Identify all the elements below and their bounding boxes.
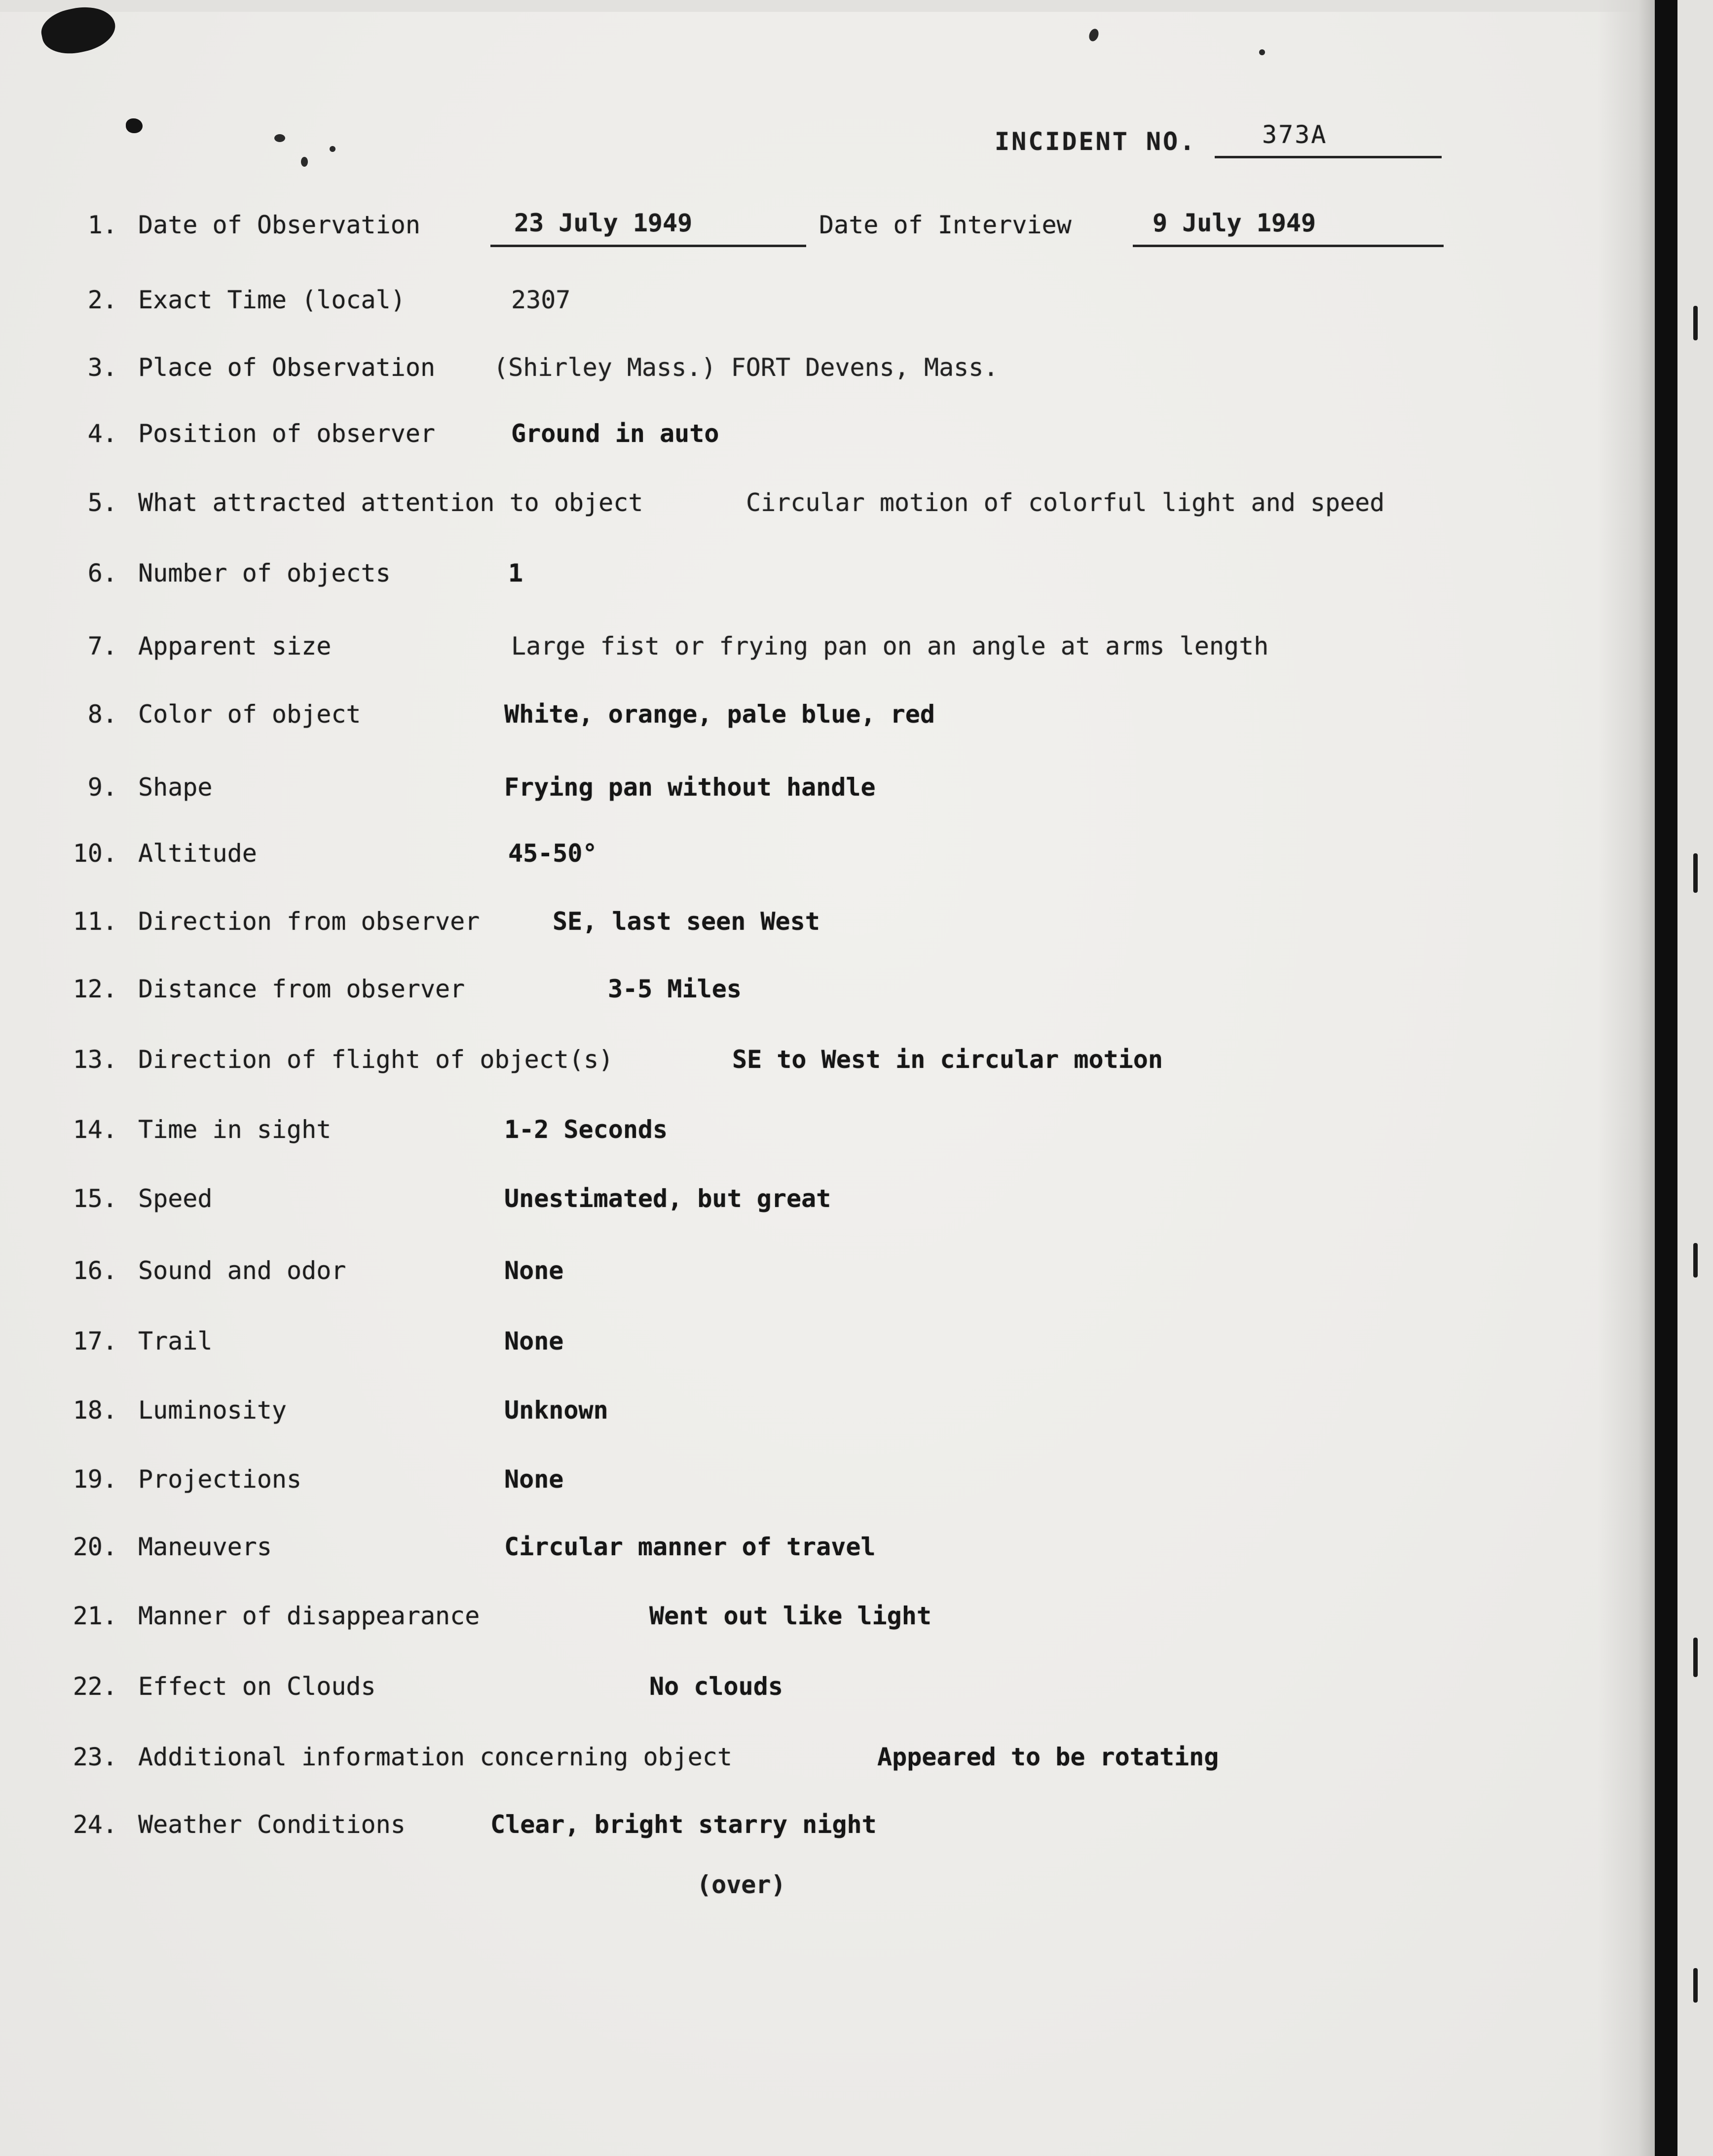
row-label: Manner of disappearance <box>138 1602 480 1630</box>
row-value: Unestimated, but great <box>504 1184 831 1213</box>
scan-black-bar <box>1655 0 1677 2156</box>
form-row <box>0 211 1713 246</box>
row-value: Clear, bright starry night <box>490 1810 877 1839</box>
form-row <box>0 559 1713 594</box>
row-value: Unknown <box>504 1396 608 1425</box>
row-number: 14. <box>73 1115 117 1144</box>
form-row <box>0 908 1713 942</box>
row-label: Apparent size <box>138 632 332 660</box>
row-label: Additional information concerning object <box>138 1743 733 1771</box>
form-row <box>0 840 1713 874</box>
form-row <box>0 1743 1713 1778</box>
ink-speck-artifact <box>274 134 285 142</box>
form-row <box>0 489 1713 523</box>
row-label: Place of Observation <box>138 353 436 382</box>
row-number: 5. <box>87 488 117 517</box>
row-label: Position of observer <box>138 419 436 448</box>
row-value: Went out like light <box>649 1602 931 1630</box>
form-row <box>0 286 1713 321</box>
row-number: 15. <box>73 1184 117 1213</box>
date-of-interview-value: 9 July 1949 <box>1133 209 1444 247</box>
row-value: 3-5 Miles <box>608 975 742 1003</box>
form-row <box>0 700 1713 735</box>
row-number: 7. <box>87 632 117 660</box>
form-row <box>0 975 1713 1010</box>
row-number: 12. <box>73 975 117 1003</box>
incident-number-label: INCIDENT NO. <box>995 127 1197 156</box>
ink-speck-artifact <box>1259 49 1265 55</box>
row-value: SE to West in circular motion <box>732 1045 1163 1074</box>
row-number: 1. <box>87 211 117 239</box>
row-label: Speed <box>138 1184 213 1213</box>
row-label: Direction of flight of object(s) <box>138 1045 614 1074</box>
row-label: Color of object <box>138 700 361 729</box>
form-row <box>0 1185 1713 1219</box>
row-value: 45-50° <box>508 839 597 868</box>
row-label: Distance from observer <box>138 975 465 1003</box>
row-number: 2. <box>87 286 117 314</box>
row-number: 21. <box>73 1602 117 1630</box>
form-row <box>0 1673 1713 1707</box>
scan-tick-mark <box>1693 1243 1698 1278</box>
ink-speck-artifact <box>301 157 308 167</box>
row-number: 20. <box>73 1533 117 1561</box>
over-label: (over) <box>697 1870 786 1899</box>
form-row <box>0 420 1713 454</box>
row-label: Shape <box>138 773 213 802</box>
row-number: 9. <box>87 773 117 802</box>
incident-number-value: 373A <box>1215 120 1442 158</box>
row-number: 3. <box>87 353 117 382</box>
row-label: Sound and odor <box>138 1256 346 1285</box>
row-value: None <box>504 1256 564 1285</box>
row-value: None <box>504 1327 564 1355</box>
ink-speck-artifact <box>330 146 335 152</box>
form-row <box>0 1257 1713 1291</box>
form-row <box>0 354 1713 388</box>
row-value: None <box>504 1465 564 1494</box>
form-row <box>0 1046 1713 1080</box>
row-number: 23. <box>73 1743 117 1771</box>
row-number: 6. <box>87 559 117 587</box>
row-value: Circular motion of colorful light and speed <box>746 488 1385 517</box>
row-label: Exact Time (local) <box>138 286 406 314</box>
row-value: White, orange, pale blue, red <box>504 700 935 729</box>
date-of-observation-value: 23 July 1949 <box>490 209 806 247</box>
row-number: 8. <box>87 700 117 729</box>
row-value: SE, last seen West <box>553 907 820 936</box>
row-label: What attracted attention to object <box>138 488 643 517</box>
row-value: Large fist or frying pan on an angle at arms length <box>511 632 1269 660</box>
row-value: (Shirley Mass.) FORT Devens, Mass. <box>493 353 999 382</box>
form-row <box>0 773 1713 808</box>
form-row <box>0 1533 1713 1568</box>
row-number: 11. <box>73 907 117 936</box>
row-label: Trail <box>138 1327 213 1355</box>
form-row <box>0 1465 1713 1500</box>
scan-tick-mark <box>1693 1968 1698 2003</box>
row-number: 22. <box>73 1672 117 1701</box>
row-number: 4. <box>87 419 117 448</box>
row-value: No clouds <box>649 1672 783 1701</box>
row-value: 1 <box>508 559 523 587</box>
row-label: Effect on Clouds <box>138 1672 376 1701</box>
row-label: Weather Conditions <box>138 1810 406 1839</box>
row-value: Frying pan without handle <box>504 773 876 802</box>
scan-tick-mark <box>1693 306 1698 340</box>
row-label: Date of Observation <box>138 211 420 239</box>
row-label: Luminosity <box>138 1396 287 1425</box>
scan-tick-mark <box>1693 853 1698 893</box>
row-label: Time in sight <box>138 1115 332 1144</box>
date-of-interview-label: Date of Interview <box>819 211 1072 239</box>
form-row <box>0 1116 1713 1150</box>
row-number: 10. <box>73 839 117 868</box>
form-row <box>0 632 1713 667</box>
ink-blob-artifact <box>126 118 143 133</box>
row-label: Number of objects <box>138 559 391 587</box>
row-value: Circular manner of travel <box>504 1533 876 1561</box>
ink-speck-artifact <box>1087 28 1100 43</box>
scan-tick-mark <box>1693 1638 1698 1677</box>
row-number: 13. <box>73 1045 117 1074</box>
row-number: 19. <box>73 1465 117 1494</box>
row-number: 18. <box>73 1396 117 1425</box>
row-value: Ground in auto <box>511 419 719 448</box>
row-value: 2307 <box>511 286 571 314</box>
row-value: 1-2 Seconds <box>504 1115 668 1144</box>
scan-edge-artifact <box>0 0 1713 12</box>
form-row <box>0 1811 1713 1845</box>
row-value: Appeared to be rotating <box>877 1743 1219 1771</box>
row-number: 17. <box>73 1327 117 1355</box>
row-number: 24. <box>73 1810 117 1839</box>
scan-edge-shadow <box>1598 0 1656 2156</box>
form-row <box>0 1396 1713 1431</box>
form-row <box>0 1327 1713 1362</box>
row-label: Direction from observer <box>138 907 480 936</box>
row-label: Projections <box>138 1465 302 1494</box>
row-label: Maneuvers <box>138 1533 272 1561</box>
row-label: Altitude <box>138 839 257 868</box>
row-number: 16. <box>73 1256 117 1285</box>
form-row <box>0 1602 1713 1637</box>
